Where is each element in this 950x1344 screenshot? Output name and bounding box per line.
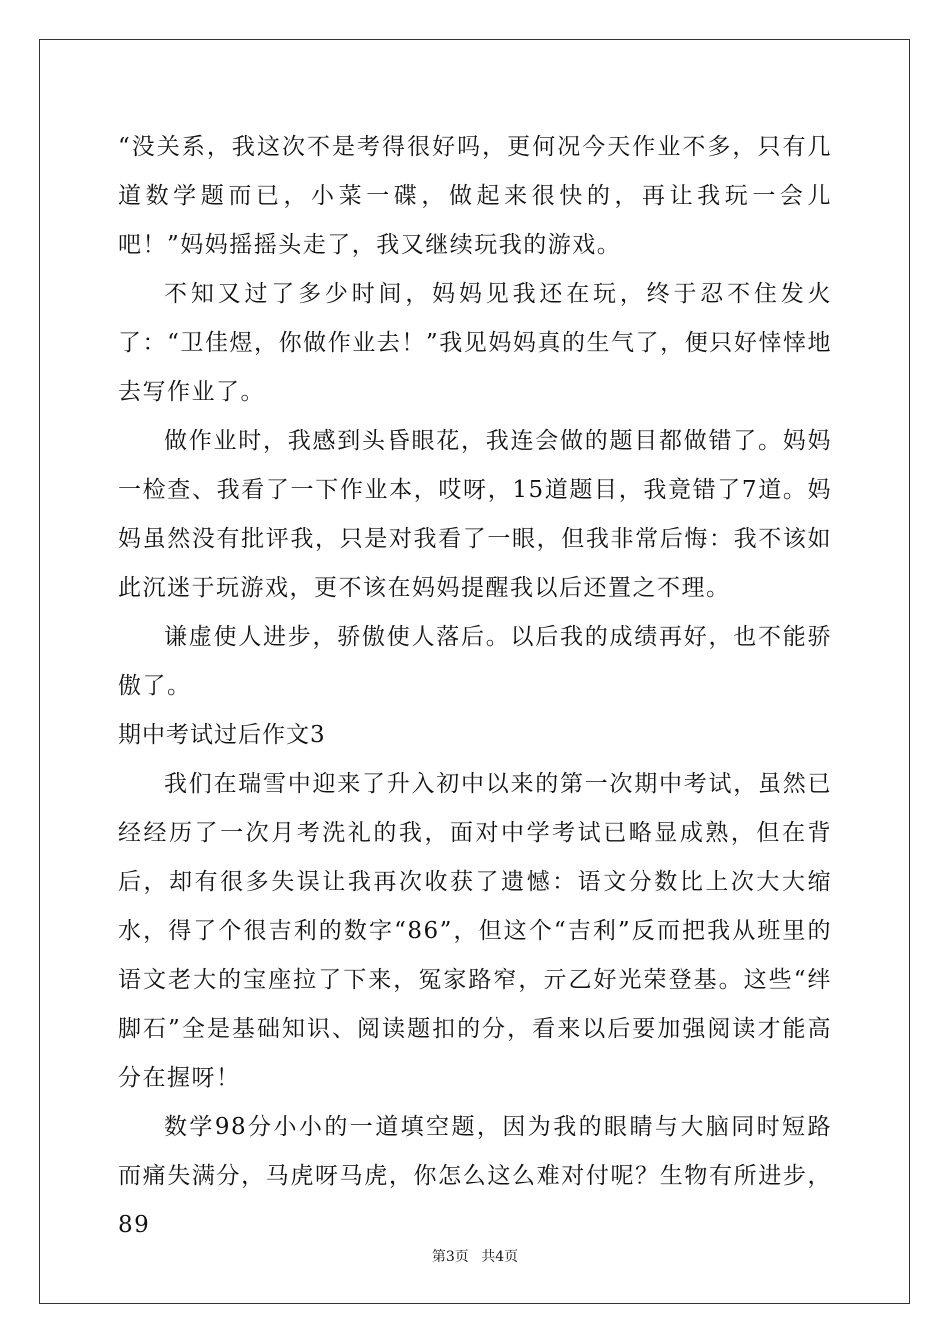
page-total: 共4页 [481, 1249, 519, 1265]
paragraph: 做作业时，我感到头昏眼花，我连会做的题目都做错了。妈妈一检查、我看了一下作业本，哎呀，15道题目，我竟错了7道。妈妈虽然没有批评我，只是对我看了一眼，但我非常后悔：我不该如此沉迷于玩游戏，更不该在妈妈提醒我以后还置之不理。 [118, 428, 832, 601]
paragraph: 谦虚使人进步，骄傲使人落后。以后我的成绩再好，也不能骄傲了。 [118, 624, 832, 699]
document-body [118, 123, 832, 1250]
paragraph: 数学98分小小的一道填空题，因为我的眼睛与大脑同时短路而痛失满分，马虎呀马虎，你怎么这么难对付呢？生物有所进步，89 [118, 1114, 832, 1238]
paragraph: “没关系，我这次不是考得很好吗，更何况今天作业不多，只有几道数学题而已，小菜一碟，做起来很快的，再让我玩一会儿吧！”妈妈摇摇头走了，我又继续玩我的游戏。 [118, 134, 832, 258]
page-footer [0, 1246, 950, 1266]
paragraph: 不知又过了多少时间，妈妈见我还在玩，终于忍不住发火了：“卫佳煜，你做作业去！”我见妈妈真的生气了，便只好悻悻地去写作业了。 [118, 281, 832, 405]
section-heading: 期中考试过后作文3 [118, 722, 326, 748]
page-number: 第3页 [431, 1249, 469, 1265]
paragraph: 我们在瑞雪中迎来了升入初中以来的第一次期中考试，虽然已经经历了一次月考洗礼的我，面对中学考试已略显成熟，但在背后，却有很多失误让我再次收获了遗憾：语文分数比上次大大缩水，得了个很吉利的数字“86”，但这个“吉利”反而把我从班里的语文老大的宝座拉了下来，冤家路窄，亓乙好光荣登基。这些“绊脚石”全是基础知识、阅读题扣的分，看来以后要加强阅读才能高分在握呀！ [118, 771, 832, 1091]
